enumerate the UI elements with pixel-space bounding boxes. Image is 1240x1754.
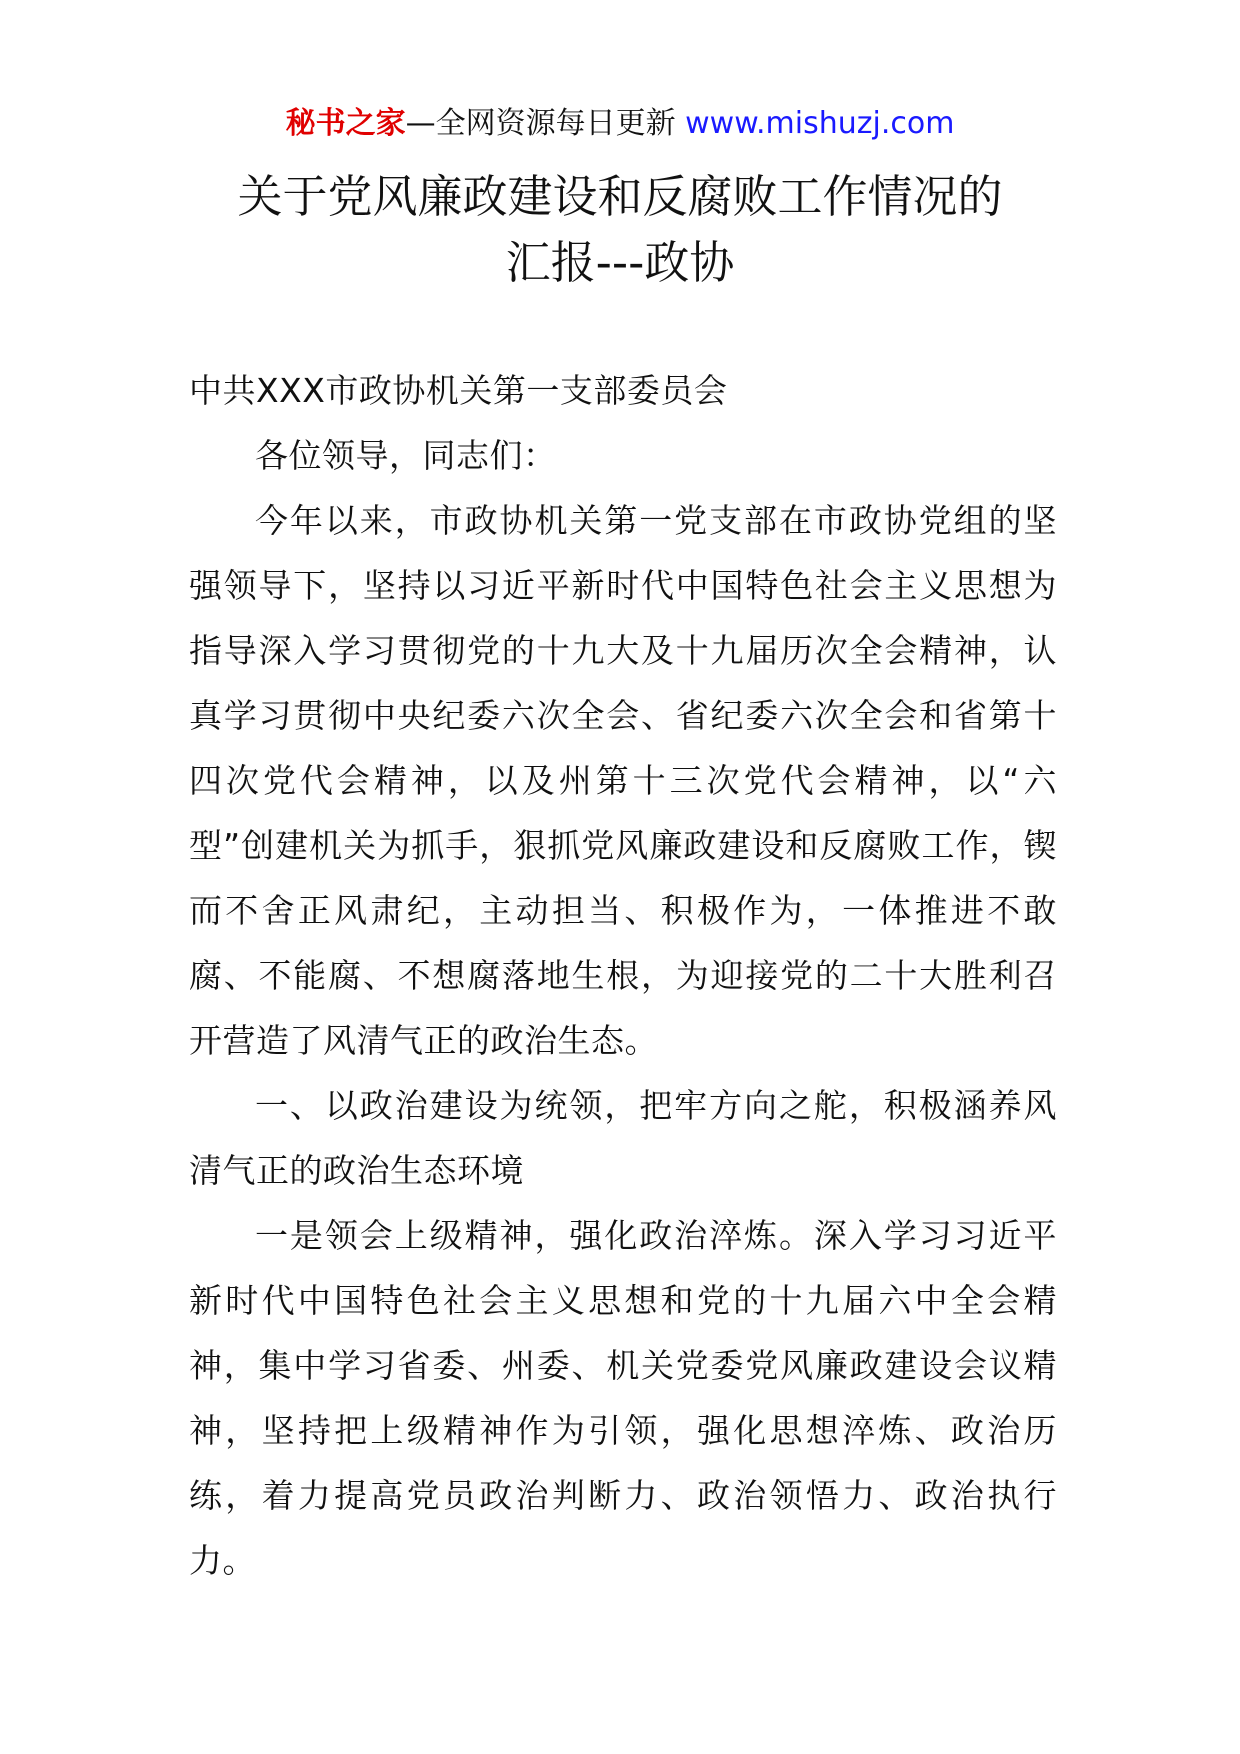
- title-line-1: 关于党风廉政建设和反腐败工作情况的: [237, 170, 1003, 223]
- paragraph-intro: 今年以来，市政协机关第一党支部在市政协党组的坚强领导下，坚持以习近平新时代中国特色社会主义思想为指导深入学习贯彻党的十九大及十九届历次全会精神，认真学习贯彻中央纪委六次全会、省纪委六次全会和省第十四次党代会精神，以及州第十三次党代会精神，以“六型”创建机关为抓手，狠抓党风廉政建设和反腐败工作，锲而不舍正风肃纪，主动担当、积极作为，一体推进不敢腐、不能腐、不想腐落地生根，为迎接党的二十大胜利召开营造了风清气正的政治生态。: [189, 501, 1057, 1060]
- header-url-link[interactable]: www.mishuzj.com: [685, 106, 955, 141]
- document-title: [0, 164, 1240, 296]
- section-heading-1: 一、以政治建设为统领，把牢方向之舵，积极涵养风清气正的政治生态环境: [189, 1086, 1057, 1190]
- document-body: [189, 358, 1057, 1593]
- title-line-2: 汇报---政协: [505, 236, 735, 289]
- organization-name: 中共XXX市政协机关第一支部委员会: [189, 371, 728, 410]
- header-slogan: —全网资源每日更新: [405, 106, 686, 141]
- paragraph-section-1-point-1: 一是领会上级精神，强化政治淬炼。深入学习习近平新时代中国特色社会主义思想和党的十九届六中全会精神，集中学习省委、州委、机关党委党风廉政建设会议精神，坚持把上级精神作为引领，强化思想淬炼、政治历练，着力提高党员政治判断力、政治领悟力、政治执行力。: [189, 1216, 1057, 1580]
- salutation: 各位领导，同志们：: [255, 436, 557, 475]
- header-brand: 秘书之家: [285, 106, 406, 141]
- site-watermark-header: [0, 104, 1240, 144]
